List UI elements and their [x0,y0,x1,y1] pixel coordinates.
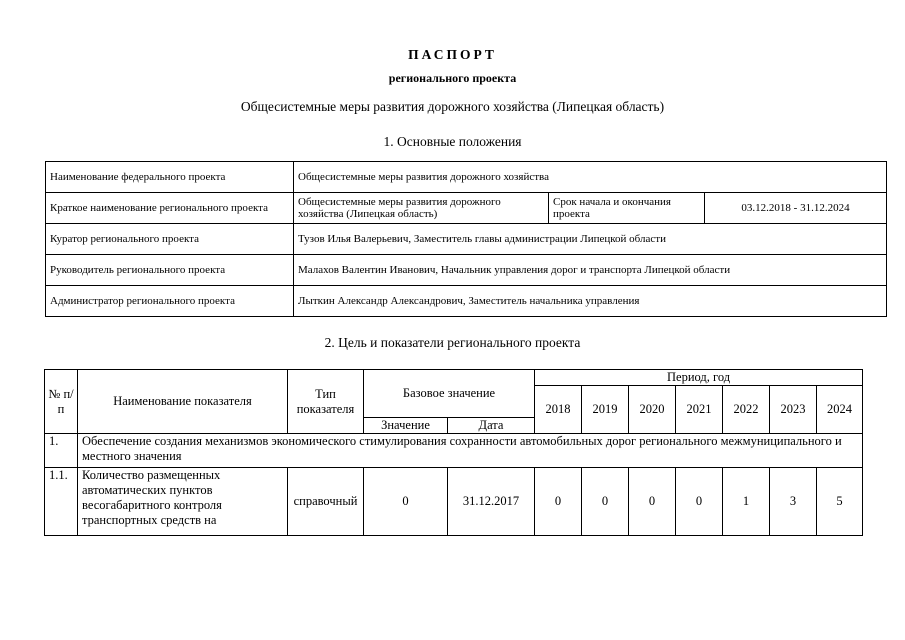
base-date-header: Дата [448,418,535,434]
federal-project-value: Общесистемные меры развития дорожного хозяйства [294,162,887,193]
table-row [46,162,887,193]
indicator-name-line: Количество размещенных [82,468,221,482]
goal-row [45,434,863,468]
indicators-table [44,369,863,536]
curator-value: Тузов Илья Валерьевич, Заместитель главы администрации Липецкой области [294,224,887,255]
num-header: № п/п [45,370,78,434]
indicator-year-value: 0 [676,468,723,536]
period-header: Период, год [535,370,863,386]
goal-num: 1. [45,434,78,468]
term-label: Срок начала и окончания проекта [549,193,705,224]
table-row [46,193,887,224]
head-label: Руководитель регионального проекта [46,255,294,286]
goal-text: Обеспечение создания механизмов экономического стимулирования сохранности автомобильных дорог регионального межмуниципального и местного значения [78,434,863,468]
indicator-year-value: 0 [582,468,629,536]
year-header: 2024 [817,386,863,434]
type-header: Тип показателя [288,370,364,434]
section2-heading: 2. Цель и показатели регионального проекта [324,335,581,350]
indicator-base-date: 31.12.2017 [448,468,535,536]
indicator-name [78,468,288,536]
page-subtitle: регионального проекта [388,71,517,85]
year-header: 2020 [629,386,676,434]
indicator-name-line: весогабаритного контроля [82,498,222,512]
term-value: 03.12.2018 - 31.12.2024 [705,193,887,224]
curator-label: Куратор регионального проекта [46,224,294,255]
indicator-year-value: 0 [535,468,582,536]
head-value: Малахов Валентин Иванович, Начальник управления дорог и транспорта Липецкой области [294,255,887,286]
indicator-year-value: 1 [723,468,770,536]
indicator-year-value: 0 [629,468,676,536]
section1-heading: 1. Основные положения [383,134,522,149]
page-title: ПАСПОРТ [408,47,497,62]
year-header: 2022 [723,386,770,434]
short-name-value: Общесистемные меры развития дорожного хозяйства (Липецкая область) [294,193,549,224]
table-header-row [45,370,863,386]
table-row [46,255,887,286]
table-row [46,286,887,317]
indicator-name-line: транспортных средств на [82,513,217,527]
project-name: Общесистемные меры развития дорожного хозяйства (Липецкая область) [240,99,665,114]
indicator-year-value: 5 [817,468,863,536]
table-row [46,224,887,255]
indicator-num: 1.1. [45,468,78,536]
short-name-label: Краткое наименование регионального проекта [46,193,294,224]
name-header: Наименование показателя [78,370,288,434]
base-header: Базовое значение [364,370,535,418]
indicator-year-value: 3 [770,468,817,536]
admin-value: Лыткин Александр Александрович, Заместитель начальника управления [294,286,887,317]
year-header: 2019 [582,386,629,434]
federal-project-label: Наименование федерального проекта [46,162,294,193]
base-value-header: Значение [364,418,448,434]
year-header: 2021 [676,386,723,434]
year-header: 2018 [535,386,582,434]
indicator-name-line: автоматических пунктов [82,483,213,497]
indicator-base-value: 0 [364,468,448,536]
indicator-row [45,468,863,536]
basic-info-table [45,161,887,317]
admin-label: Администратор регионального проекта [46,286,294,317]
year-header: 2023 [770,386,817,434]
indicator-type: справочный [288,468,364,536]
